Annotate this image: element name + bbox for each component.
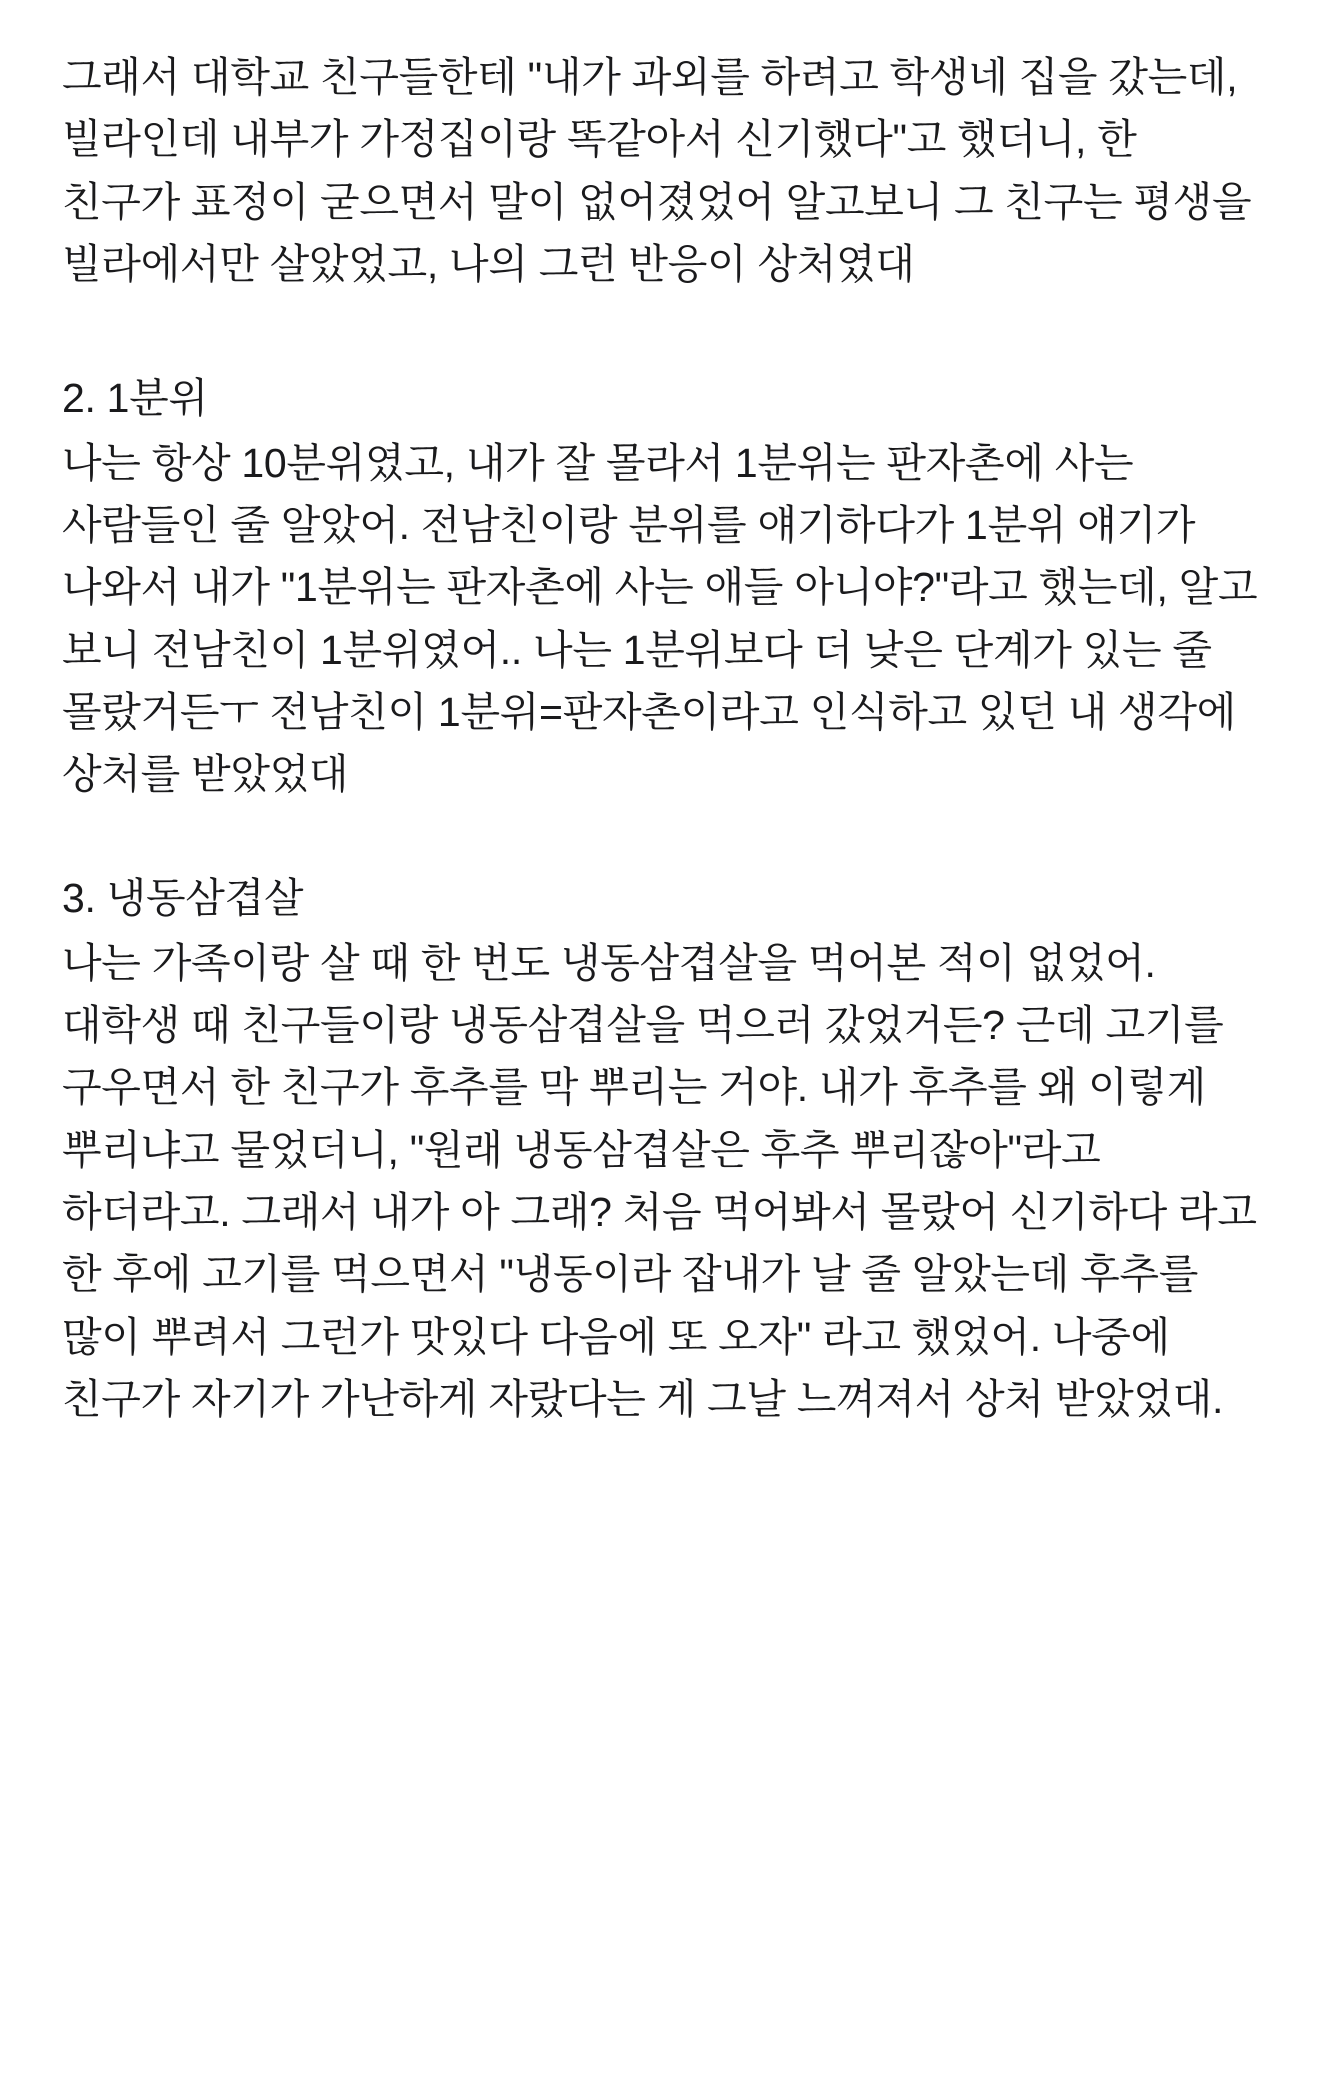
section-3 xyxy=(62,867,1268,1430)
section-3-paragraph: 나는 가족이랑 살 때 한 번도 냉동삼겹살을 먹어본 적이 없었어. 대학생 때 친구들이랑 냉동삼겹살을 먹으러 갔었거든? 근데 고기를 구우면서 한 친구가 후추를 막 뿌리는 거야. 내가 후추를 왜 이렇게 뿌리냐고 물었더니, "원래 냉동삼겹살은 후추 뿌리잖아"라고 하더라고. 그래서 내가 아 그래? 처음 먹어봐서 몰랐어 신기하다 라고 한 후에 고기를 먹으면서 "냉동이라 잡내가 날 줄 알았는데 후추를 많이 뿌려서 그런가 맛있다 다음에 또 오자" 라고 했었어. 나중에 친구가 자기가 가난하게 자랐다는 게 그날 느껴져서 상처 받았었대. xyxy=(62,939,1268,1422)
intro-paragraph: 그래서 대학교 친구들한테 "내가 과외를 하려고 학생네 집을 갔는데, 빌라인데 내부가 가정집이랑 똑같아서 신기했다"고 했더니, 한 친구가 표정이 굳으면서 말이 없어졌었어 알고보니 그 친구는 평생을 빌라에서만 살았었고, 나의 그런 반응이 상처였대 xyxy=(62,54,1263,287)
section-2-paragraph: 나는 항상 10분위였고, 내가 잘 몰라서 1분위는 판자촌에 사는 사람들인 줄 알았어. 전남친이랑 분위를 얘기하다가 1분위 얘기가 나와서 내가 "1분위는 판자촌에 사는 애들 아니야?"라고 했는데, 알고 보니 전남친이 1분위였어.. 나는 1분위보다 더 낮은 단계가 있는 줄 몰랐거든ㅜ 전남친이 1분위=판자촌이라고 인식하고 있던 내 생각에 상처를 받았었대 xyxy=(62,439,1269,798)
section-2 xyxy=(62,367,1269,805)
section-spacer xyxy=(62,295,1264,367)
section-intro xyxy=(62,46,1264,295)
section-2-heading: 2. 1분위 xyxy=(62,375,208,422)
section-spacer xyxy=(62,805,1264,867)
section-3-heading: 3. 냉동삼겹살 xyxy=(62,875,304,922)
